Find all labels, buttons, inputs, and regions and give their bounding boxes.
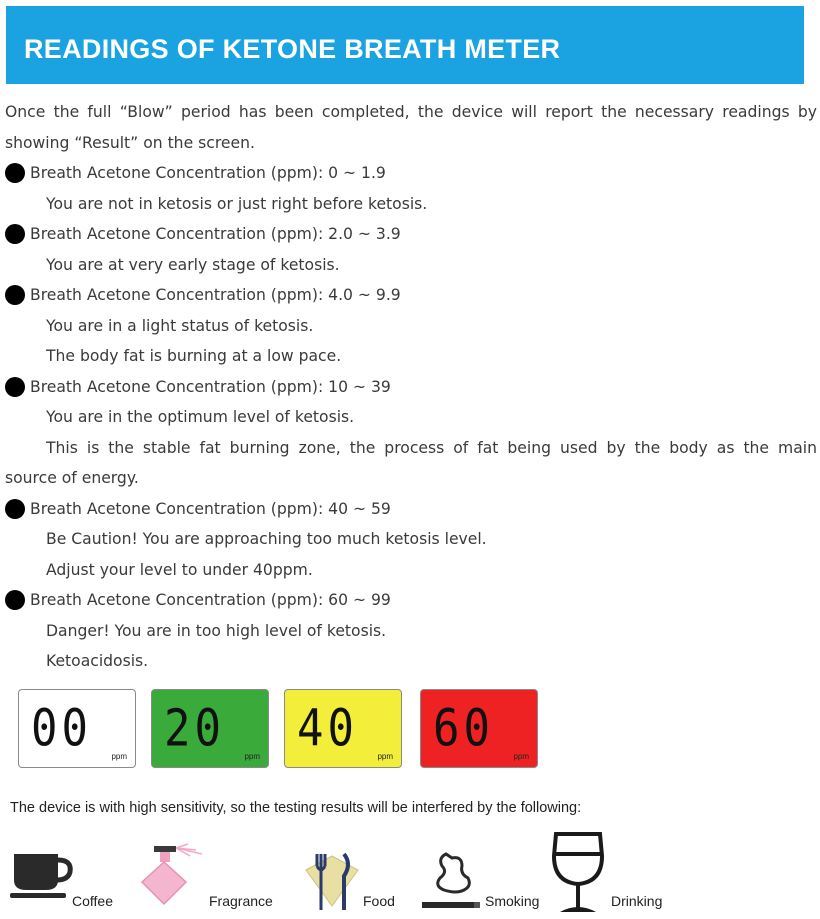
lcd-display — [151, 689, 269, 768]
range-desc: Adjust your level to under 40ppm. — [46, 560, 313, 579]
range-desc: Be Caution! You are approaching too much ketosis level. — [46, 530, 487, 548]
interference-label: Smoking — [485, 893, 540, 909]
lcd-value: 20 — [164, 699, 225, 759]
range-desc: This is the stable fat burning zone, the process of fat being used by the body as the main — [46, 438, 817, 457]
lcd-display — [18, 689, 136, 768]
bullet-icon — [5, 499, 25, 519]
range-desc: You are in a light status of ketosis. — [46, 316, 314, 335]
bullet-icon — [5, 590, 25, 610]
page-title: READINGS OF KETONE BREATH METER — [24, 34, 561, 64]
header-banner — [6, 6, 804, 84]
range-item: Breath Acetone Concentration (ppm): 0 ~ 1.9 — [5, 158, 817, 189]
range-desc: You are not in ketosis or just right before ketosis. — [46, 194, 428, 213]
bullet-icon — [5, 285, 25, 305]
range-item: Breath Acetone Concentration (ppm): 40 ~ 59 — [5, 494, 817, 525]
interference-label: Coffee — [72, 893, 113, 909]
interference-note: The device is with high sensitivity, so the testing results will be interfered by the following: — [10, 800, 582, 816]
bullet-icon — [5, 377, 25, 397]
lcd-display — [420, 689, 538, 768]
range-item: Breath Acetone Concentration (ppm): 4.0 ~ 9.9 — [5, 280, 817, 311]
bullet-icon — [5, 163, 25, 183]
intro-line-1: Once the full “Blow” period has been completed, the device will report the necessary readings by — [5, 103, 817, 121]
range-item: Breath Acetone Concentration (ppm): 10 ~ 39 — [5, 372, 817, 403]
readings-text — [5, 97, 817, 677]
fork-knife-icon — [300, 850, 364, 912]
intro-line-2: showing “Result” on the screen. — [5, 133, 255, 152]
lcd-unit: ppm — [513, 752, 529, 761]
bullet-icon — [5, 224, 25, 244]
interference-label: Drinking — [611, 893, 663, 909]
lcd-value: 60 — [433, 699, 494, 759]
wine-glass-icon — [550, 830, 606, 916]
lcd-display — [284, 689, 402, 768]
range-desc: source of energy. — [5, 469, 139, 487]
range-desc: Danger! You are in too high level of ketosis. — [46, 621, 387, 640]
display-examples — [18, 689, 542, 772]
range-desc: Ketoacidosis. — [46, 652, 149, 670]
lcd-unit: ppm — [111, 752, 127, 761]
coffee-cup-icon — [10, 850, 74, 900]
lcd-unit: ppm — [377, 752, 393, 761]
lcd-value: 00 — [31, 699, 92, 759]
range-item: Breath Acetone Concentration (ppm): 2.0 ~ 3.9 — [5, 219, 817, 250]
interference-label: Food — [363, 893, 395, 909]
range-item: Breath Acetone Concentration (ppm): 60 ~ 99 — [5, 585, 817, 616]
cigarette-icon — [420, 850, 484, 912]
lcd-value: 40 — [297, 699, 358, 759]
range-desc: You are at very early stage of ketosis. — [46, 255, 340, 274]
range-desc: You are in the optimum level of ketosis. — [46, 408, 355, 426]
range-desc: The body fat is burning at a low pace. — [46, 347, 342, 365]
interference-label: Fragrance — [209, 893, 273, 909]
perfume-bottle-icon — [136, 842, 210, 908]
lcd-unit: ppm — [244, 752, 260, 761]
